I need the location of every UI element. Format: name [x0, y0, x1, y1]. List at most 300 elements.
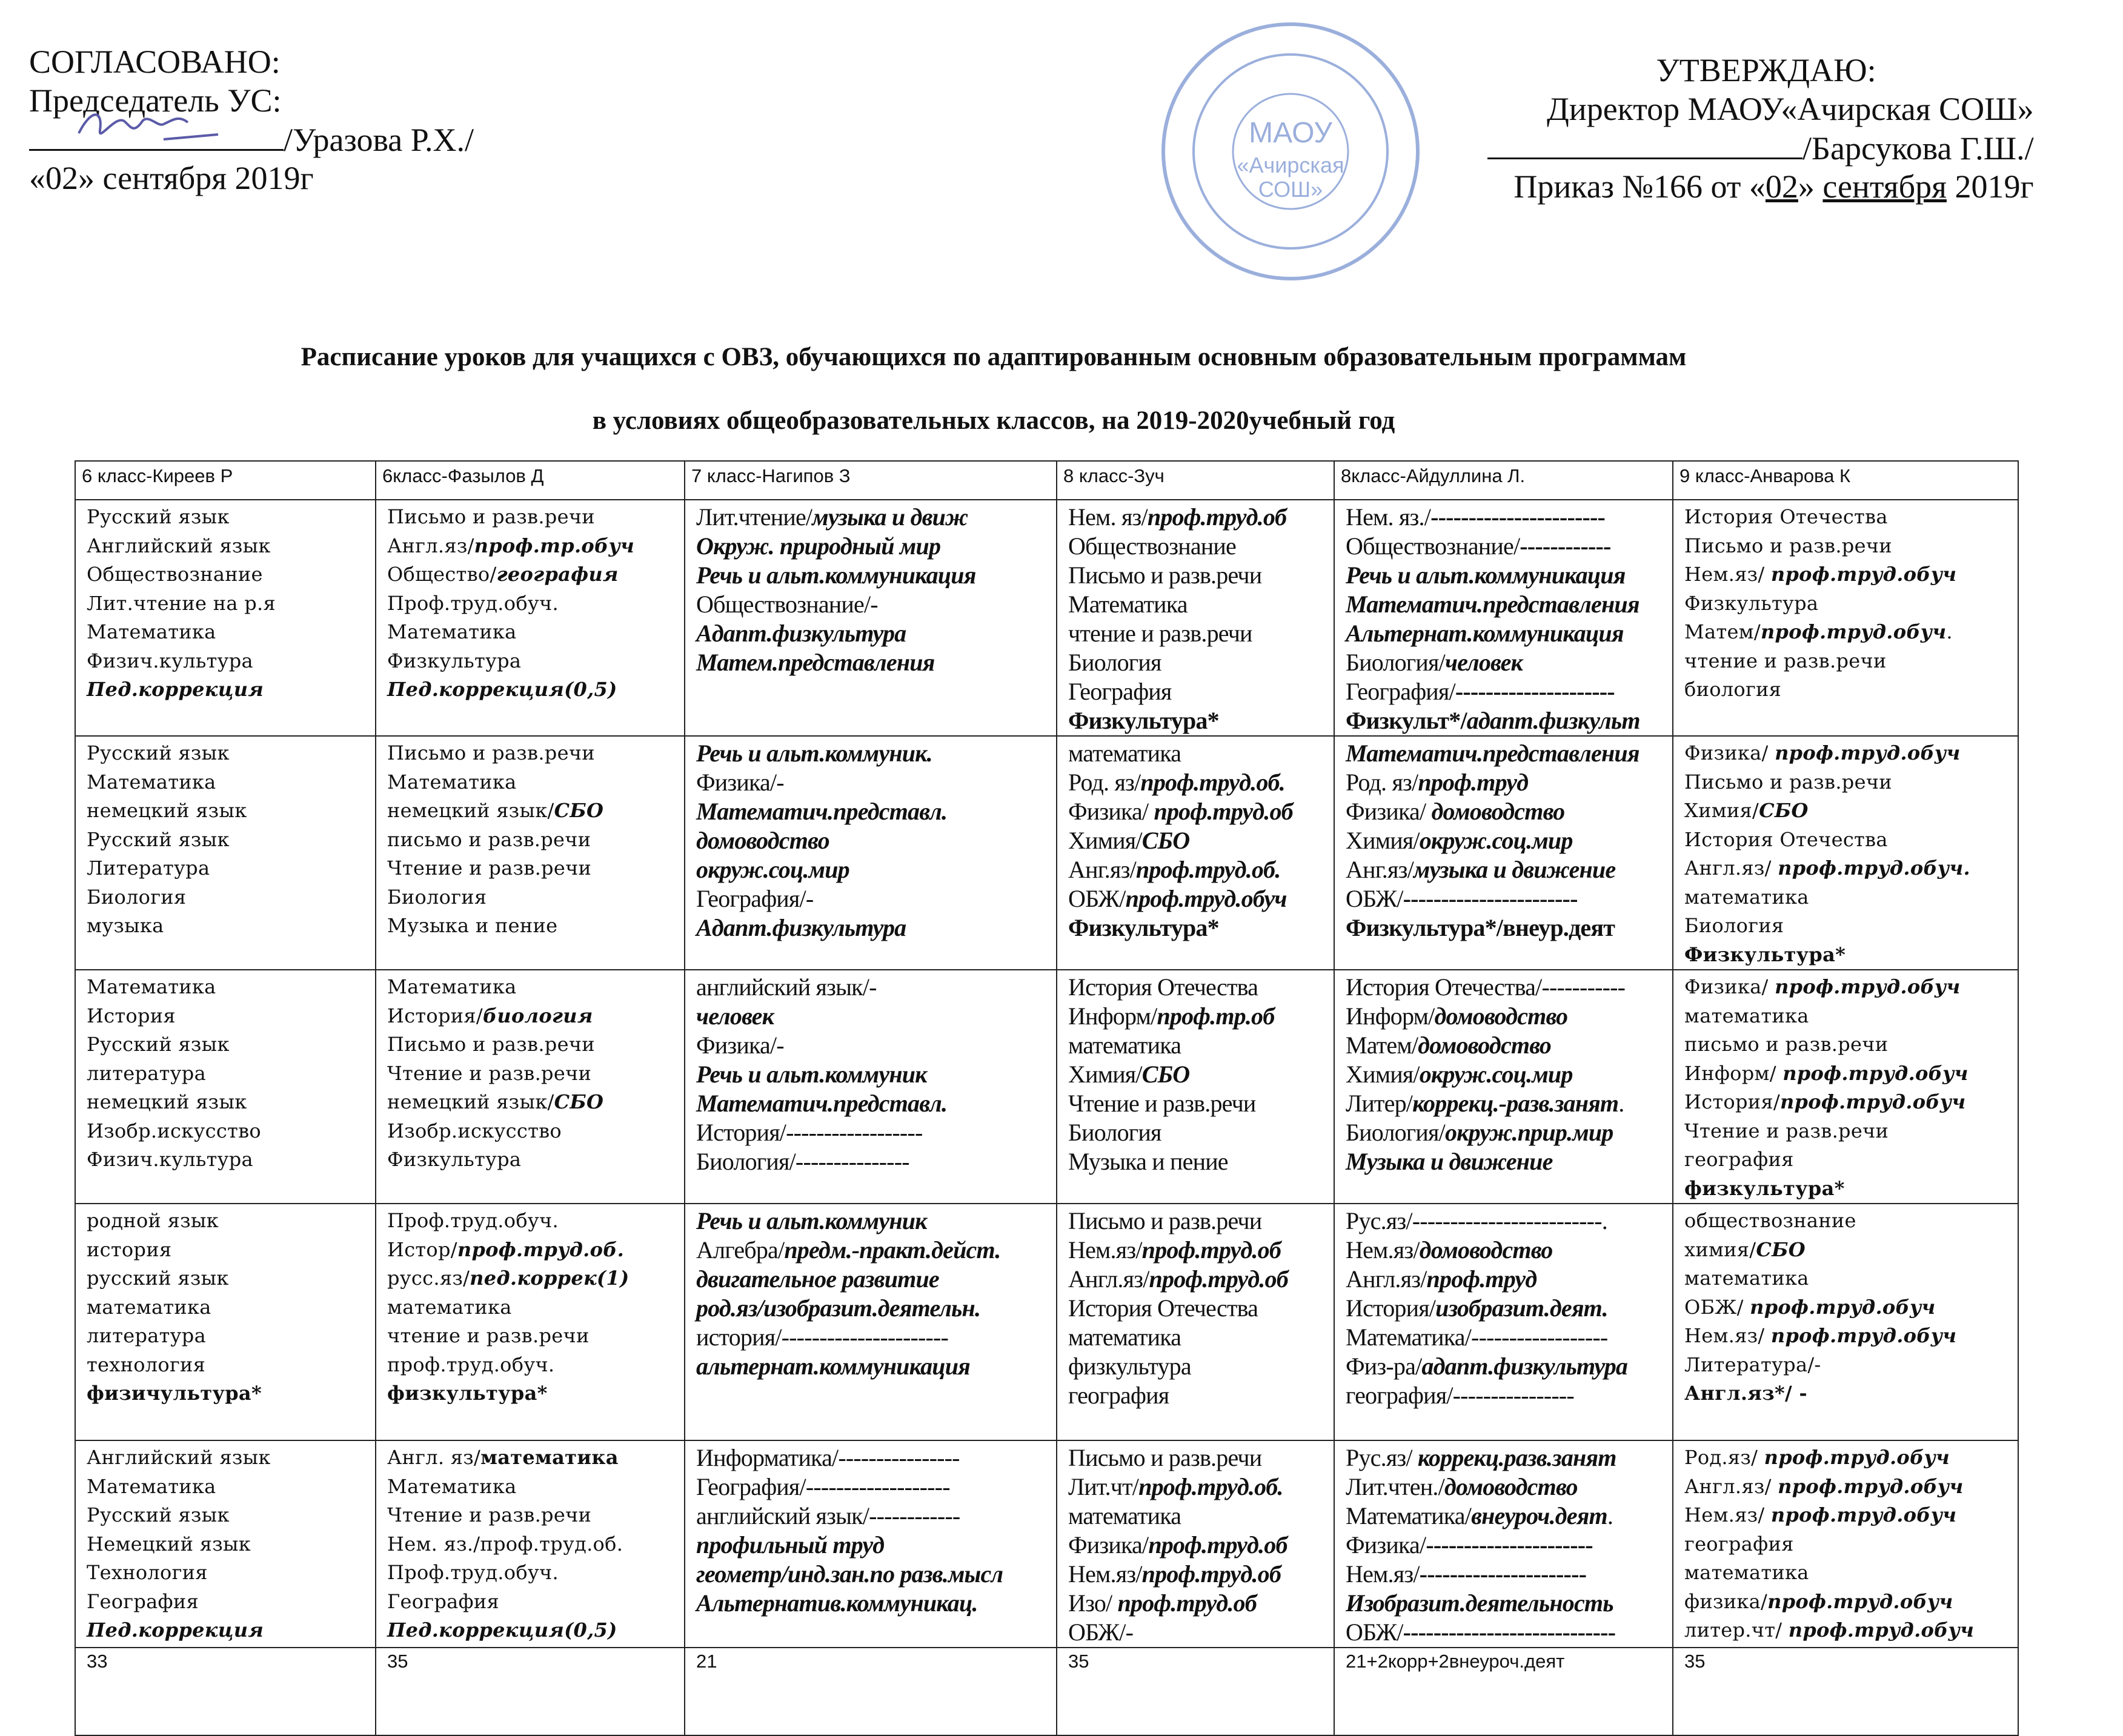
- lesson-text: Письмо и разв.речи: [387, 505, 595, 528]
- lesson-line: [387, 647, 684, 676]
- lesson-line: [1346, 913, 1672, 943]
- order-month: сентября: [1822, 168, 1947, 205]
- lesson-text: проф.труд.обуч: [1779, 1090, 1966, 1113]
- order-mid: »: [1798, 168, 1823, 205]
- lesson-text: Лит.чтение на р.я: [87, 591, 276, 615]
- lesson-line: [387, 826, 684, 855]
- lesson-text: Нем.яз/: [1346, 1560, 1420, 1588]
- lesson-line: [1684, 1145, 2018, 1174]
- lesson-text: Математич.представл.: [696, 798, 948, 825]
- lesson-text: Пед.коррекция: [87, 1618, 264, 1642]
- lesson-line: [696, 619, 1056, 648]
- lesson-text: Музыка и пение: [387, 914, 558, 937]
- lesson-text: Физкультура*: [1684, 943, 1846, 966]
- lesson-line: [1684, 503, 2018, 532]
- lesson-text: домоводство: [696, 827, 829, 854]
- lesson-text: проф.труд.об.: [457, 1237, 625, 1261]
- lesson-text: родной язык: [87, 1209, 219, 1232]
- lesson-line: [696, 855, 1056, 884]
- lesson-text: Адапт.физкультура: [696, 914, 906, 941]
- lesson-line: [1684, 1473, 2018, 1502]
- lesson-text: письмо и разв.речи: [1684, 1033, 1889, 1056]
- lesson-line: [87, 1002, 375, 1031]
- lesson-line: [1068, 973, 1334, 1002]
- lesson-text: Англ. яз/: [387, 1446, 481, 1469]
- lesson-line: [87, 1530, 375, 1559]
- lesson-line: [696, 1323, 1056, 1352]
- lesson-text: Математика: [87, 1474, 216, 1498]
- lesson-text: Биология: [1068, 1119, 1161, 1146]
- lesson-line: [1346, 973, 1672, 1002]
- lesson-text: История Отечества: [1684, 505, 1888, 528]
- lesson-text: Нем.яз/: [1684, 1324, 1771, 1347]
- lesson-text: математика: [1068, 1032, 1181, 1059]
- schedule-cell: [1334, 1204, 1673, 1440]
- schedule-cell: [1334, 736, 1673, 970]
- lesson-text: Химия/: [1346, 1061, 1420, 1088]
- lesson-text: Письмо и разв.речи: [387, 741, 595, 764]
- lesson-line: [1684, 589, 2018, 618]
- lesson-text: Обществознание/-: [696, 591, 878, 618]
- lesson-line: [87, 1322, 375, 1351]
- lesson-line: [1684, 941, 2018, 970]
- lesson-line: [1684, 1117, 2018, 1146]
- lesson-text: Нем.яз/: [1068, 1560, 1142, 1588]
- lesson-line: [87, 560, 375, 589]
- lesson-line: [1346, 1236, 1672, 1265]
- schedule-cell: [1057, 736, 1334, 970]
- lesson-line: [87, 1588, 375, 1617]
- schedule-cell: [685, 500, 1057, 736]
- lesson-text: Род. яз/: [1346, 769, 1418, 796]
- lesson-text: проф.труд.обуч: [1125, 885, 1287, 912]
- lesson-text: Музыка и пение: [1068, 1148, 1228, 1175]
- lesson-line: [387, 1088, 684, 1117]
- lesson-text: Биология/: [1346, 1119, 1445, 1146]
- lesson-text: проф.труд.обуч: [1770, 1503, 1957, 1526]
- lesson-text: музыка и движение: [1413, 856, 1616, 883]
- lesson-text: ОБЖ/: [1068, 885, 1126, 912]
- approval-role: Председатель УС:: [29, 82, 282, 119]
- lesson-line: [1346, 1118, 1672, 1147]
- lesson-text: проф.труд.об.: [1138, 1473, 1283, 1500]
- lesson-text: Физика/: [1684, 741, 1775, 764]
- lesson-text: история/----------------------: [696, 1324, 949, 1351]
- lesson-line: [1068, 797, 1334, 826]
- lesson-text: домоводство: [1434, 1002, 1568, 1030]
- lesson-line: [387, 973, 684, 1002]
- lesson-line: [1684, 1559, 2018, 1588]
- lesson-line: [1068, 619, 1334, 648]
- lesson-line: [1346, 739, 1672, 768]
- lesson-text: изобразит.деят.: [1435, 1294, 1608, 1322]
- lesson-line: [696, 1443, 1056, 1473]
- lesson-text: математика: [1684, 1267, 1809, 1290]
- lesson-line: [696, 1002, 1056, 1031]
- lesson-line: [1068, 913, 1334, 943]
- lesson-text: альтернат.коммуникация: [696, 1353, 970, 1380]
- lesson-text: Лит.чтен./: [1346, 1473, 1444, 1500]
- lesson-text: проф.труд.обуч: [1760, 620, 1947, 643]
- lesson-line: [1346, 1589, 1672, 1618]
- lesson-text: математика: [1068, 1324, 1181, 1351]
- lesson-text: Проф.труд.обуч.: [387, 1561, 559, 1584]
- lesson-line: [387, 739, 684, 768]
- lesson-line: [387, 589, 684, 618]
- lesson-line: [87, 532, 375, 561]
- lesson-text: двигательное развитие: [696, 1265, 939, 1293]
- lesson-text: Нем.яз/: [1346, 1236, 1420, 1264]
- lesson-line: [1068, 590, 1334, 619]
- lesson-text: Лит.чтение/: [696, 503, 812, 531]
- lesson-text: английский язык/------------: [696, 1502, 960, 1529]
- lesson-text: Обществознание: [1068, 532, 1236, 560]
- lesson-line: [87, 854, 375, 883]
- lesson-line: [1068, 855, 1334, 884]
- svg-text:СОШ»: СОШ»: [1258, 177, 1323, 202]
- lesson-line: [387, 675, 684, 704]
- lesson-line: [696, 532, 1056, 561]
- lesson-text: проф.труд.обуч.: [387, 1353, 555, 1376]
- schedule-cell: [75, 970, 376, 1204]
- column-header: 9 класс-Анварова К: [1673, 461, 2018, 500]
- schedule-cell: [1057, 970, 1334, 1204]
- lesson-line: [1684, 1002, 2018, 1031]
- lesson-line: [387, 1559, 684, 1588]
- lesson-text: Физ-ра/: [1346, 1353, 1422, 1380]
- lesson-text: География: [1068, 678, 1172, 705]
- lesson-text: Письмо и разв.речи: [1068, 562, 1262, 589]
- lesson-text: СБО: [1141, 827, 1190, 854]
- lesson-text: физичультура*: [87, 1382, 262, 1405]
- lesson-line: [1346, 1443, 1672, 1473]
- lesson-text: Физкультура: [387, 649, 522, 672]
- lesson-text: профильный труд: [696, 1531, 885, 1559]
- lesson-line: [1068, 1089, 1334, 1118]
- lesson-text: домоводство: [1431, 798, 1565, 825]
- lesson-line: [1068, 1236, 1334, 1265]
- lesson-text: математика: [387, 1295, 512, 1319]
- lesson-text: проф.труд.об: [1154, 798, 1293, 825]
- column-header: 6 класс-Киреев Р: [75, 461, 376, 500]
- lesson-text: Физика/: [1068, 798, 1154, 825]
- lesson-line: [387, 1616, 684, 1645]
- column-header: 8класс-Айдуллина Л.: [1334, 461, 1673, 500]
- lesson-line: [696, 1147, 1056, 1176]
- lesson-line: [387, 532, 684, 561]
- lesson-text: Биология: [1684, 914, 1784, 937]
- lesson-line: [696, 1236, 1056, 1265]
- lesson-line: [1346, 677, 1672, 706]
- lesson-text: проф.труд.обуч: [1767, 1589, 1953, 1613]
- document-title-line1: Расписание уроков для учащихся с ОВЗ, обучающихся по адаптированным основным образовательным программам: [301, 343, 1687, 371]
- lesson-text: История Отечества/-----------: [1346, 973, 1626, 1001]
- lesson-text: окруж.соц.мир: [1419, 827, 1573, 854]
- lesson-text: математика: [1068, 740, 1181, 767]
- lesson-text: Речь и альт.коммуник: [696, 1061, 927, 1088]
- lesson-line: [1684, 560, 2018, 589]
- schedule-cell: [376, 500, 685, 736]
- lesson-text: ОБЖ/: [1684, 1295, 1750, 1319]
- lesson-line: [1346, 1560, 1672, 1589]
- lesson-line: [1068, 648, 1334, 677]
- lesson-text: Нем.яз/: [1068, 1236, 1142, 1264]
- lesson-line: [1068, 1560, 1334, 1589]
- signer-name: /Барсукова Г.Ш./: [1802, 130, 2034, 167]
- schedule-cell: [1057, 500, 1334, 736]
- lesson-line: [87, 797, 375, 826]
- lesson-text: Анг.яз/: [1346, 856, 1414, 883]
- lesson-text: проф.труд.обуч: [1778, 1474, 1964, 1498]
- lesson-text: проф.труд.об: [1148, 1531, 1287, 1559]
- lesson-line: [696, 590, 1056, 619]
- lesson-line: [1684, 883, 2018, 912]
- lesson-line: [1068, 561, 1334, 590]
- lesson-text: Проф.труд.обуч.: [387, 1209, 559, 1232]
- lesson-line: [1684, 1588, 2018, 1617]
- lesson-line: [1684, 532, 2018, 561]
- lesson-text: Физика/: [1068, 1531, 1149, 1559]
- lesson-line: [1684, 768, 2018, 797]
- lesson-line: [1068, 1265, 1334, 1294]
- lesson-text: домоводство: [1444, 1473, 1578, 1500]
- lesson-line: [1684, 912, 2018, 941]
- lesson-line: [1346, 503, 1672, 532]
- lesson-text: Письмо и разв.речи: [1684, 534, 1892, 557]
- lesson-text: Изобр.искусство: [87, 1119, 261, 1142]
- lesson-text: проф.труд.обуч: [1775, 975, 1961, 998]
- lesson-line: [87, 1145, 375, 1174]
- lesson-line: [1068, 768, 1334, 797]
- lesson-text: проф.труд: [1418, 769, 1529, 796]
- lesson-line: [387, 1145, 684, 1174]
- lesson-line: [87, 973, 375, 1002]
- schedule-cell: [1057, 1204, 1334, 1440]
- lesson-text: Нем.яз/: [1684, 563, 1771, 586]
- lesson-line: [1346, 1294, 1672, 1323]
- lesson-line: [696, 1265, 1056, 1294]
- lesson-text: география/----------------: [1346, 1382, 1574, 1409]
- lesson-text: технология: [87, 1353, 206, 1376]
- lesson-text: Физкультура: [387, 1148, 522, 1171]
- lesson-text: физкультура*: [387, 1382, 548, 1405]
- lesson-text: чтение и разв.речи: [387, 1324, 590, 1347]
- lesson-text: адапт.физкультура: [1421, 1353, 1628, 1380]
- lesson-line: [1684, 1616, 2018, 1645]
- lesson-text: Изо/: [1068, 1589, 1118, 1617]
- lesson-text: Информатика/----------------: [696, 1444, 960, 1471]
- lesson-line: [1346, 1618, 1672, 1647]
- lesson-line: [1068, 1473, 1334, 1502]
- lesson-line: [1346, 706, 1672, 735]
- lesson-text: чтение и разв.речи: [1068, 620, 1252, 647]
- lesson-line: [696, 1473, 1056, 1502]
- lesson-text: Рус.яз/-------------------------.: [1346, 1207, 1607, 1234]
- lesson-line: [387, 1473, 684, 1502]
- lesson-text: Физика/: [1684, 975, 1775, 998]
- lesson-text: Музыка и движение: [1346, 1148, 1553, 1175]
- lesson-line: [1684, 1236, 2018, 1265]
- lesson-line: [1684, 1293, 2018, 1322]
- lesson-line: [1346, 1531, 1672, 1560]
- schedule-cell: [1673, 970, 2018, 1204]
- lesson-line: [1068, 1118, 1334, 1147]
- lesson-text: окруж.соц.мир: [696, 856, 849, 883]
- lesson-text: Информ/: [1346, 1002, 1435, 1030]
- lesson-line: [387, 854, 684, 883]
- lesson-text: Нем. яз./проф.труд.об.: [387, 1532, 623, 1555]
- lesson-line: [387, 797, 684, 826]
- lesson-text: -----------------------: [1403, 885, 1578, 912]
- lesson-line: [387, 1443, 684, 1473]
- lesson-line: [1684, 797, 2018, 826]
- lesson-text: проф.труд.об: [1141, 1560, 1281, 1588]
- lesson-line: [1346, 1031, 1672, 1060]
- lesson-text: Физика/-: [696, 1032, 784, 1059]
- lesson-line: [387, 1530, 684, 1559]
- day-row: [75, 500, 2018, 736]
- lesson-text: русский язык: [87, 1267, 229, 1290]
- lesson-text: математика: [480, 1446, 619, 1469]
- lesson-text: Матем/: [1684, 620, 1761, 643]
- lesson-text: Физкультура*: [1068, 914, 1219, 941]
- lesson-line: [696, 1502, 1056, 1531]
- lesson-line: [87, 1379, 375, 1408]
- schedule-cell: [376, 970, 685, 1204]
- lesson-line: [1346, 619, 1672, 648]
- lesson-text: проф.труд.обуч: [1770, 1324, 1957, 1347]
- lesson-text: История/: [1346, 1294, 1436, 1322]
- lesson-text: адапт.физкульт: [1466, 707, 1640, 734]
- schedule-cell: [1673, 1440, 2018, 1648]
- lesson-text: чтение и разв.речи: [1684, 649, 1887, 672]
- approval-heading: УТВЕРЖДАЮ:: [1656, 52, 1876, 88]
- lesson-text: История Отечества: [1068, 973, 1258, 1001]
- lesson-text: Чтение и разв.речи: [1068, 1090, 1256, 1117]
- lesson-line: [387, 503, 684, 532]
- lesson-line: [1068, 1502, 1334, 1531]
- lesson-line: [87, 675, 375, 704]
- lesson-text: Физкультура*/внеур.деят: [1346, 914, 1615, 941]
- lesson-text: История/: [1684, 1090, 1780, 1113]
- lesson-text: литература: [87, 1061, 206, 1085]
- lesson-line: [1068, 1207, 1334, 1236]
- lesson-text: литер.чт/: [1684, 1618, 1789, 1642]
- lesson-line: [387, 912, 684, 941]
- header-row: [75, 461, 2018, 500]
- schedule-cell: [1334, 1440, 1673, 1648]
- lesson-text: СБО: [554, 799, 604, 822]
- order-year: 2019г: [1946, 168, 2034, 205]
- lesson-text: проф.труд.об.: [1135, 856, 1281, 883]
- lesson-text: ------------: [1520, 532, 1611, 560]
- lesson-text: Анг.яз/: [1068, 856, 1136, 883]
- lesson-text: Нем.яз/: [1684, 1503, 1771, 1526]
- lesson-line: [1684, 854, 2018, 883]
- day-row: [75, 1204, 2018, 1440]
- lesson-text: немецкий язык: [87, 1090, 247, 1113]
- lesson-text: обществознание: [1684, 1209, 1856, 1232]
- lesson-line: [87, 1473, 375, 1502]
- lesson-line: [1684, 1351, 2018, 1380]
- lesson-text: проф.труд.обуч.: [1778, 856, 1970, 880]
- lesson-text: Русский язык: [87, 827, 230, 851]
- lesson-text: Биология: [387, 885, 487, 909]
- lesson-text: Физич.культура: [87, 1148, 253, 1171]
- lesson-text: Письмо и разв.речи: [387, 1033, 595, 1056]
- lesson-line: [87, 1351, 375, 1380]
- lesson-line: [696, 1352, 1056, 1381]
- lesson-text: Математика: [87, 975, 216, 998]
- lesson-text: Речь и альт.коммуник.: [696, 740, 932, 767]
- lesson-line: [87, 1059, 375, 1088]
- lesson-line: [1684, 647, 2018, 676]
- lesson-text: Пед.коррекция: [87, 678, 264, 701]
- schedule-cell: [685, 1440, 1057, 1648]
- lesson-line: [87, 883, 375, 912]
- lesson-text: Обществознание/: [1346, 532, 1520, 560]
- lesson-text: Проф.труд.обуч.: [387, 591, 559, 615]
- lesson-text: география: [1684, 1148, 1794, 1171]
- lesson-line: [696, 739, 1056, 768]
- lesson-text: письмо и разв.речи: [387, 827, 591, 851]
- lesson-text: Математика: [387, 1474, 517, 1498]
- lesson-text: русс.яз/: [387, 1267, 470, 1290]
- lesson-line: [387, 1501, 684, 1530]
- lesson-line: [87, 1264, 375, 1293]
- lesson-text: проф.труд.обуч: [1764, 1446, 1950, 1469]
- lesson-line: [87, 912, 375, 941]
- lesson-text: Физика/-: [696, 769, 784, 796]
- schedule-cell: [75, 736, 376, 970]
- lesson-text: Англ.яз/: [1684, 1474, 1778, 1498]
- lesson-line: [387, 883, 684, 912]
- lesson-text: окруж.соц.мир: [1419, 1061, 1573, 1088]
- weekly-hours-total: 35: [1057, 1648, 1334, 1735]
- lesson-line: [1068, 503, 1334, 532]
- lesson-line: [387, 768, 684, 797]
- lesson-line: [1068, 1147, 1334, 1176]
- lesson-text: СБО: [1759, 799, 1809, 822]
- lesson-line: [1346, 1002, 1672, 1031]
- lesson-line: [1346, 1473, 1672, 1502]
- lesson-text: биология: [1684, 678, 1782, 701]
- lesson-text: ----------------------: [1426, 1531, 1593, 1559]
- approval-block-right: [1487, 51, 2034, 206]
- lesson-line: [387, 1322, 684, 1351]
- lesson-text: СБО: [1141, 1061, 1190, 1088]
- lesson-text: Речь и альт.коммуникация: [1346, 562, 1626, 589]
- lesson-line: [1068, 1589, 1334, 1618]
- lesson-line: [1068, 706, 1334, 735]
- lesson-line: [696, 503, 1056, 532]
- schedule-cell: [376, 1440, 685, 1648]
- lesson-text: математика: [1684, 885, 1809, 909]
- lesson-line: [1684, 1264, 2018, 1293]
- lesson-text: проф.труд.обуч: [1788, 1618, 1975, 1642]
- lesson-text: домоводство: [1419, 1236, 1553, 1264]
- lesson-text: Химия/: [1684, 799, 1759, 822]
- lesson-text: Письмо и разв.речи: [1068, 1207, 1262, 1234]
- lesson-text: проф.труд.обуч: [1750, 1295, 1936, 1319]
- lesson-line: [1684, 1501, 2018, 1530]
- weekly-hours-total: 35: [1673, 1648, 2018, 1735]
- lesson-line: [1346, 590, 1672, 619]
- lesson-text: История Отечества: [1068, 1294, 1258, 1322]
- lesson-text: Информ/: [1684, 1061, 1783, 1085]
- lesson-text: немецкий язык/: [387, 1090, 554, 1113]
- schedule-cell: [1057, 1440, 1334, 1648]
